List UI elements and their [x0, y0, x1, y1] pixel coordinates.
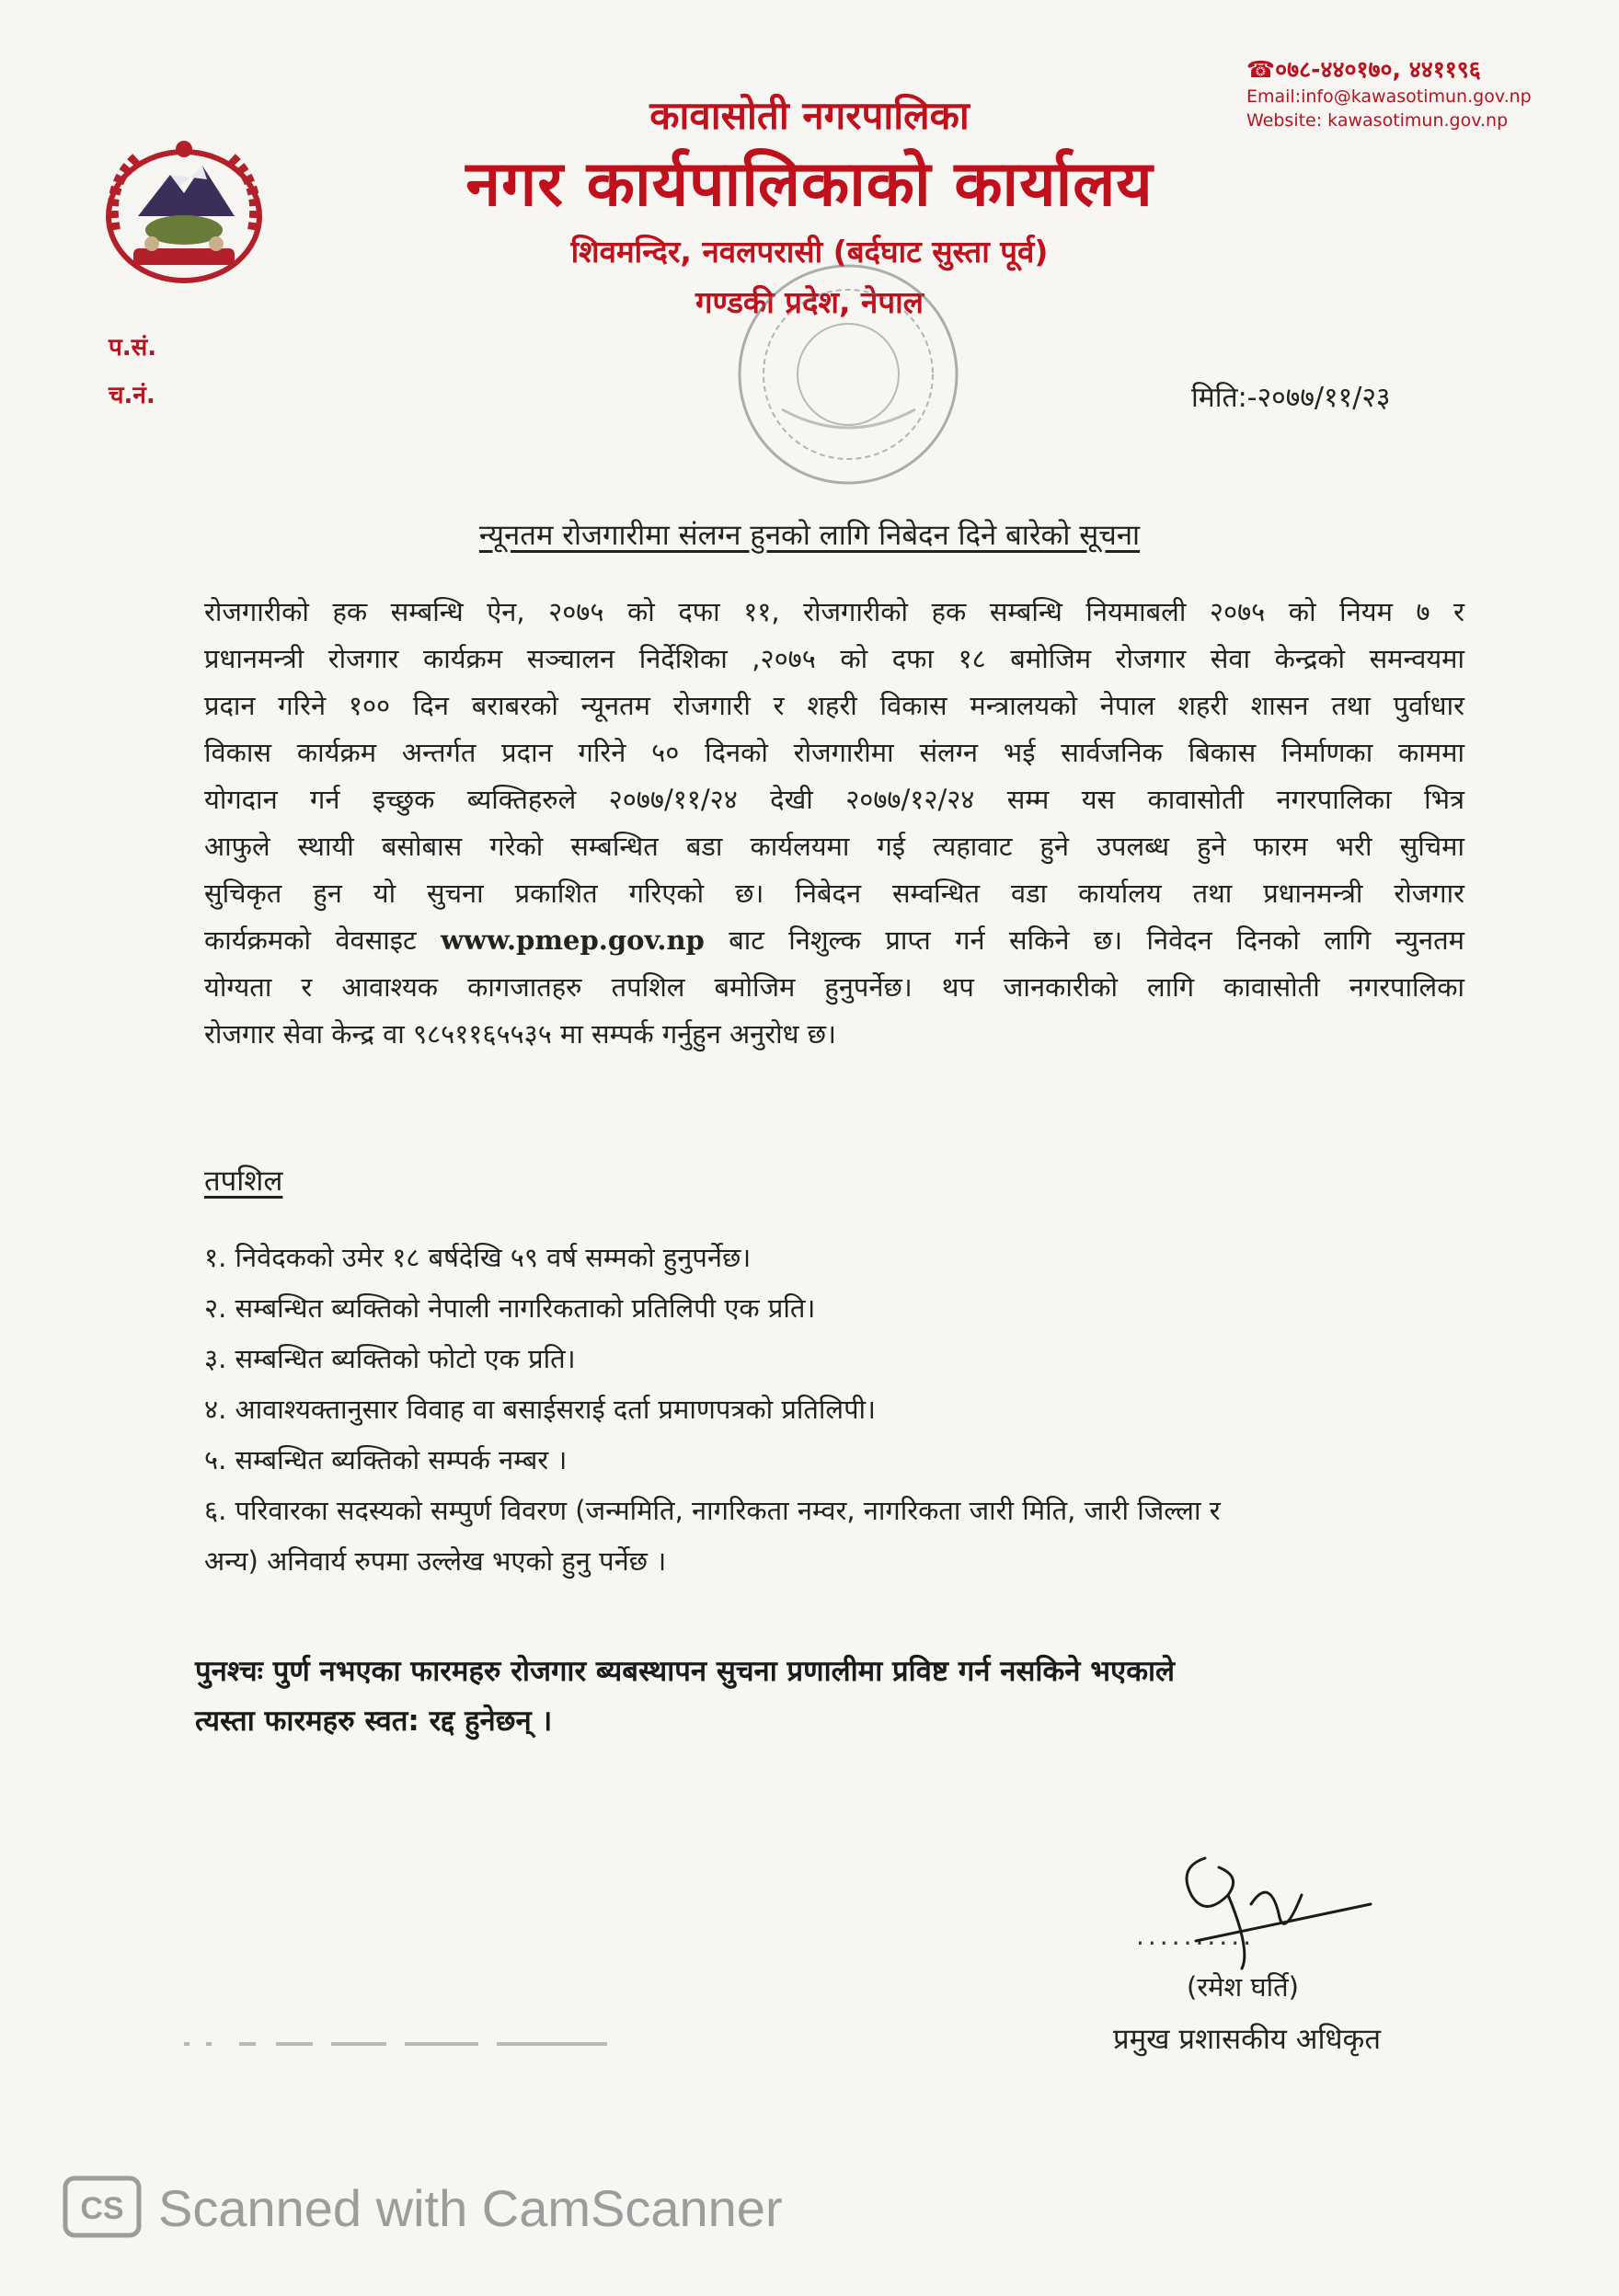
body-line-segment: बाट निशुल्क प्राप्त गर्न सकिने छ। निवेदन दिनको लागि न्युनतम [704, 924, 1464, 956]
phone-number: ☎०७८-४४०१७०, ४४११९६ [1246, 56, 1481, 83]
dispatch-number-label: च.नं. [109, 382, 155, 409]
subject-text: न्यूनतम रोजगारीमा संलग्न हुनको लागि निबेदन दिने बारेको सूचना [478, 519, 1141, 552]
requirements-list [204, 1233, 1492, 1587]
list-item: ५. सम्बन्धित ब्यक्तिको सम्पर्क नम्बर । [204, 1444, 568, 1475]
notice-body [204, 589, 1464, 1058]
body-line: योग्यता र आवाश्यक कागजातहरु तपशिल बमोजिम हुनुपर्नेछ। थप जानकारीको लागि कावासोती नगरपालिका [204, 971, 1464, 1003]
list-item: ६. परिवारका सदस्यको सम्पुर्ण विवरण (जन्ममिति, नागरिकता नम्वर, नागरिकता जारी मिति, जारी जिल्ला र [204, 1495, 1221, 1526]
office-seal-stamp [727, 253, 970, 497]
postscript [195, 1647, 1483, 1746]
website-text: Website: kawasotimun.gov.np [1246, 110, 1509, 131]
svg-text:CS: CS [80, 2191, 124, 2226]
email-text: Email:info@kawasotimun.gov.np [1246, 86, 1532, 107]
body-line: योगदान गर्न इच्छुक ब्यक्तिहरुले २०७७/११/२४ देखी २०७७/१२/२४ सम्म यस कावासोती नगरपालिका भित्र [204, 784, 1464, 815]
office-title: नगर कार्यपालिकाको कार्यालय [465, 148, 1154, 221]
body-line: रोजगार सेवा केन्द्र वा ९८५११६५५३५ मा सम्पर्क गर्नुहुन अनुरोध छ। [204, 1018, 837, 1050]
handwritten-signature [1141, 1840, 1380, 1987]
tapashil-heading: तपशिल [204, 1165, 283, 1198]
body-line: विकास कार्यक्रम अन्तर्गत प्रदान गरिने ५० दिनको रोजगारीमा संलग्न भई सार्वजनिक बिकास निर्माणका काममा [204, 737, 1464, 768]
signatory-title: प्रमुख प्रशासकीय अधिकृत [1113, 2023, 1382, 2056]
body-line: प्रधानमन्त्री रोजगार कार्यक्रम सञ्चालन निर्देशिका ,२०७५ को दफा १८ बमोजिम रोजगार सेवा केन्द्रको समन्वयमा [204, 643, 1464, 674]
camscanner-logo-icon [63, 2175, 142, 2238]
municipality-name: कावासोती नगरपालिका [649, 93, 970, 138]
list-item: २. सम्बन्धित ब्यक्तिको नेपाली नागरिकताको प्रतिलिपी एक प्रति। [204, 1292, 816, 1324]
body-line: रोजगारीको हक सम्बन्धि ऐन, २०७५ को दफा ११, रोजगारीको हक सम्बन्धि नियमाबली २०७५ को नियम ७ र [204, 596, 1464, 627]
notice-date: मिति:-२०७७/११/२३ [1191, 382, 1391, 414]
body-line-with-website [204, 917, 1464, 964]
list-item: अन्य) अनिवार्य रुपमा उल्लेख भएको हुनु पर्नेछ । [204, 1545, 667, 1577]
postscript-line: त्यस्ता फारमहरु स्वत: रद्द हुनेछन् । [195, 1705, 553, 1738]
signatory-name: (रमेश घर्ति) [1187, 1971, 1299, 2003]
body-line: सुचिकृत हुन यो सुचना प्रकाशित गरिएको छ। निबेदन सम्वन्धित वडा कार्यालय तथा प्रधानमन्त्री रोजगार [204, 878, 1464, 909]
list-item: ३. सम्बन्धित ब्यक्तिको फोटो एक प्रति। [204, 1343, 576, 1374]
list-item: १. निवेदकको उमेर १८ बर्षदेखि ५९ वर्ष सम्मको हुनुपर्नेछ। [204, 1242, 752, 1273]
body-line-segment: कार्यक्रमको वेवसाइट [204, 924, 441, 956]
signature-line: .......... [1136, 1921, 1256, 1951]
postscript-line: पुनश्चः पुर्ण नभएका फारमहरु रोजगार ब्यबस्थापन सुचना प्रणालीमा प्रविष्ट गर्न नसकिने भएकाले [195, 1655, 1176, 1688]
body-line: प्रदान गरिने १०० दिन बराबरको न्यूनतम रोजगारी र शहरी विकास मन्त्रालयको नेपाल शहरी शासन तथा पुर्वाधार [204, 690, 1464, 721]
body-line: आफुले स्थायी बसोबास गरेको सम्बन्धित बडा कार्यलयमा गई त्यहावाट हुने उपलब्ध हुने फारम भरी सुचिमा [204, 831, 1464, 862]
list-item: ४. आवाश्यक्तानुसार विवाह वा बसाईसराई दर्ता प्रमाणपत्रको प्रतिलिपी। [204, 1394, 877, 1425]
faint-bleed-through-marks [184, 2038, 616, 2050]
office-address: शिवमन्दिर, नवलपरासी (बर्दघाट सुस्ता पूर्व) [570, 234, 1049, 270]
camscanner-watermark-text: Scanned with CamScanner [158, 2179, 783, 2237]
website-link[interactable]: www.pmep.gov.np [440, 924, 705, 956]
reference-number-label: प.सं. [109, 334, 157, 362]
notice-subject [0, 515, 1619, 554]
province-text: गण्डकी प्रदेश, नेपाल [695, 284, 924, 320]
